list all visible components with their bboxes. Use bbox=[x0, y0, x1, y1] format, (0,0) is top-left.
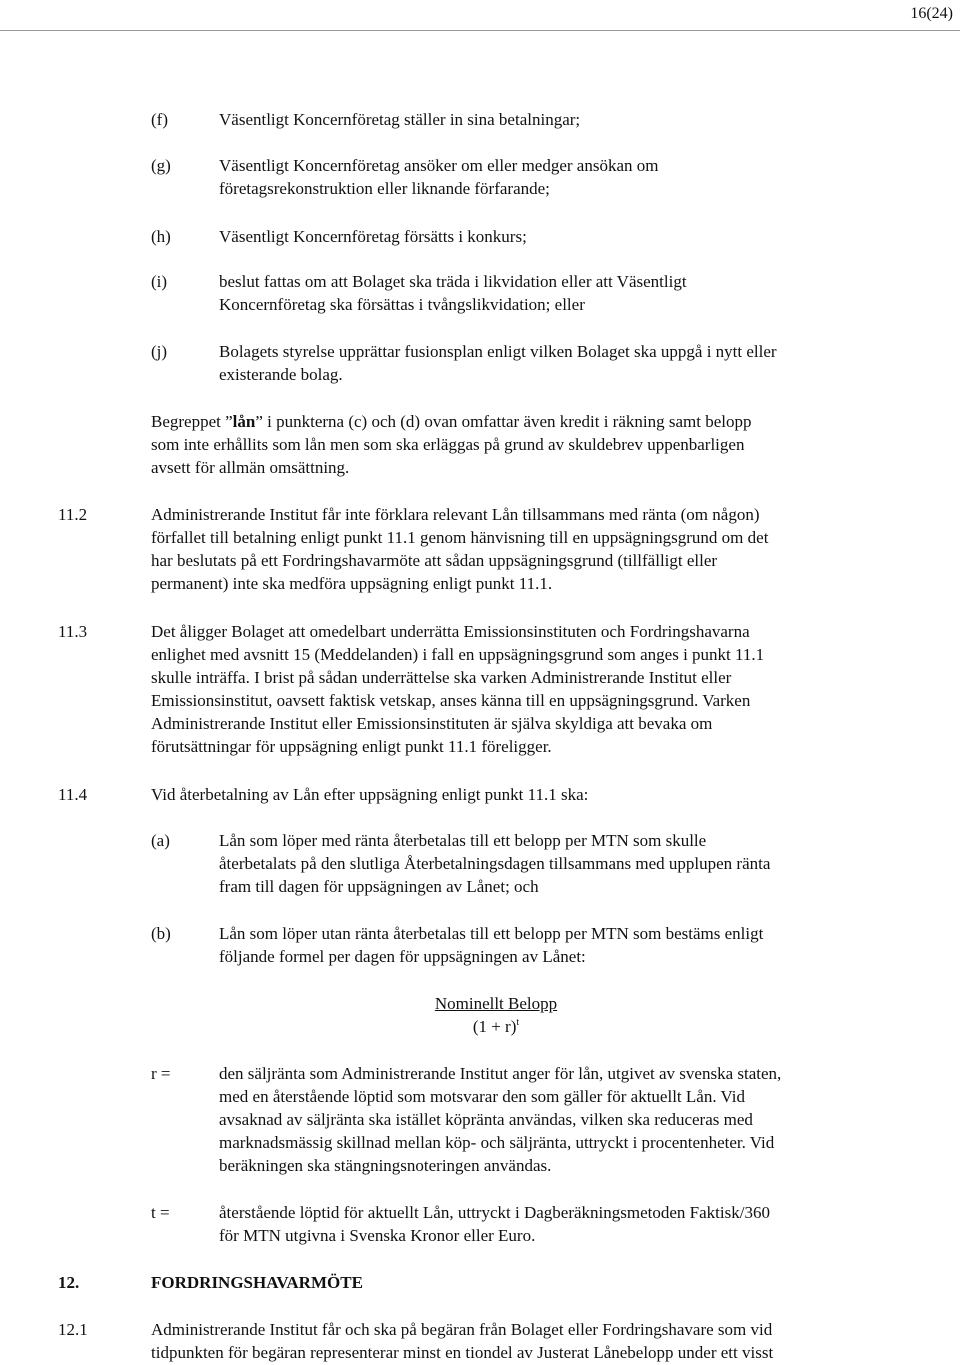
list-item-text-f: Väsentligt Koncernföretag ställer in sina betalningar; bbox=[219, 110, 581, 129]
list-item-label-g: (g) bbox=[151, 156, 171, 175]
clause-text: Vid återbetalning av Lån efter uppsägning enligt punkt 11.1 ska: bbox=[151, 785, 589, 804]
list-item-label-f: (f) bbox=[151, 110, 168, 129]
clause-number: 11.4 bbox=[58, 785, 88, 804]
clause-text: permanent) inte ska medföra uppsägning enligt punkt 11.1. bbox=[151, 574, 553, 593]
definition-text-r: den säljränta som Administrerande Institut anger för lån, utgivet av svenska staten, bbox=[219, 1064, 782, 1083]
section-title: FORDRINGSHAVARMÖTE bbox=[151, 1273, 363, 1292]
clause-text: Det åligger Bolaget att omedelbart underrätta Emissionsinstituten och Fordringshavarna bbox=[151, 622, 750, 641]
list-item-text-j: Bolagets styrelse upprättar fusionsplan enligt vilken Bolaget ska uppgå i nytt eller bbox=[219, 342, 777, 361]
list-item-text-b: Lån som löper utan ränta återbetalas till ett belopp per MTN som bestäms enligt bbox=[219, 924, 764, 943]
formula-denominator bbox=[396, 1015, 596, 1039]
list-item-text-i: beslut fattas om att Bolaget ska träda i likvidation eller att Väsentligt bbox=[219, 272, 687, 291]
list-item-label-j: (j) bbox=[151, 342, 168, 361]
list-item-label-i: (i) bbox=[151, 272, 168, 291]
list-item-text-g: företagsrekonstruktion eller liknande förfarande; bbox=[219, 179, 550, 198]
clause-number: 11.2 bbox=[58, 505, 88, 524]
list-item-text-a: återbetalats på den slutliga Återbetalningsdagen tillsammans med upplupen ränta bbox=[219, 854, 771, 873]
definition-term-r: r = bbox=[151, 1064, 171, 1083]
definition-text-t: återstående löptid för aktuellt Lån, uttryckt i Dagberäkningsmetoden Faktisk/360 bbox=[219, 1203, 770, 1222]
loan-definition-line: avsett för allmän omsättning. bbox=[151, 458, 350, 477]
list-item-label-b: (b) bbox=[151, 924, 171, 943]
definition-text-r: marknadsmässig skillnad mellan köp- och säljränta, uttryckt i procentenheter. Vid bbox=[219, 1133, 775, 1152]
definition-text-r: med en återstående löptid som motsvarar den som gäller för aktuellt Lån. Vid bbox=[219, 1087, 745, 1106]
formula-numerator-text: Nominellt Belopp bbox=[434, 994, 558, 1013]
formula-numerator bbox=[396, 992, 596, 1016]
clause-text: Emissionsinstitut, oavsett faktisk vetskap, anses känna till en uppsägningsgrund. Varken bbox=[151, 691, 751, 710]
loan-term: lån bbox=[232, 412, 256, 431]
definition-text-r: avsaknad av säljränta ska istället köpränta användas, vilken ska reduceras med bbox=[219, 1110, 753, 1129]
list-item-label-a: (a) bbox=[151, 831, 170, 850]
clause-text: tidpunkten för begäran representerar minst en tiondel av Justerat Lånebelopp under ett visst bbox=[151, 1343, 774, 1362]
section-number: 12. bbox=[58, 1273, 80, 1292]
loan-definition-line: som inte erhållits som lån men som ska erläggas på grund av skuldebrev uppenbarligen bbox=[151, 435, 745, 454]
list-item-text-a: fram till dagen för uppsägningen av Lånet; och bbox=[219, 877, 539, 896]
clause-text: skulle inträffa. I brist på sådan underrättelse ska varken Administrerande Institut eller bbox=[151, 668, 732, 687]
loan-definition-prefix: Begreppet ” bbox=[151, 412, 233, 431]
list-item-text-a: Lån som löper med ränta återbetalas till ett belopp per MTN som skulle bbox=[219, 831, 707, 850]
clause-number: 12.1 bbox=[58, 1320, 88, 1339]
clause-text: förutsättningar för uppsägning enligt punkt 11.1 föreligger. bbox=[151, 737, 552, 756]
list-item-text-g: Väsentligt Koncernföretag ansöker om eller medger ansökan om bbox=[219, 156, 659, 175]
clause-text: Administrerande Institut får inte förklara relevant Lån tillsammans med ränta (om någon) bbox=[151, 505, 760, 524]
definition-text-r: beräkningen ska stängningsnoteringen användas. bbox=[219, 1156, 552, 1175]
list-item-text-h: Väsentligt Koncernföretag försätts i konkurs; bbox=[219, 227, 527, 246]
header-divider bbox=[0, 30, 960, 31]
list-item-text-i: Koncernföretag ska försättas i tvångslikvidation; eller bbox=[219, 295, 585, 314]
definition-term-t: t = bbox=[151, 1203, 170, 1222]
formula-denominator-text: (1 + r) bbox=[472, 1017, 517, 1036]
list-item-label-h: (h) bbox=[151, 227, 171, 246]
clause-text: har beslutats på ett Fordringshavarmöte att sådan uppsägningsgrund (tillfälligt eller bbox=[151, 551, 718, 570]
definition-text-t: för MTN utgivna i Svenska Kronor eller Euro. bbox=[219, 1226, 536, 1245]
clause-number: 11.3 bbox=[58, 622, 88, 641]
loan-definition-line bbox=[151, 410, 751, 434]
list-item-text-j: existerande bolag. bbox=[219, 365, 343, 384]
loan-definition-suffix: ” i punkterna (c) och (d) ovan omfattar även kredit i räkning samt belopp bbox=[255, 412, 752, 431]
list-item-text-b: följande formel per dagen för uppsägningen av Lånet: bbox=[219, 947, 586, 966]
clause-text: enlighet med avsnitt 15 (Meddelanden) i fall en uppsägningsgrund som anges i punkt 11.1 bbox=[151, 645, 765, 664]
clause-text: förfallet till betalning enligt punkt 11.1 genom hänvisning till en uppsägningsgrund om det bbox=[151, 528, 769, 547]
page-number: 16(24) bbox=[910, 5, 953, 22]
clause-text: Administrerande Institut eller Emissionsinstituten är själva skyldiga att bevaka om bbox=[151, 714, 713, 733]
formula-exponent: t bbox=[516, 1017, 520, 1028]
clause-text: Administrerande Institut får och ska på begäran från Bolaget eller Fordringshavare som vid bbox=[151, 1320, 773, 1339]
